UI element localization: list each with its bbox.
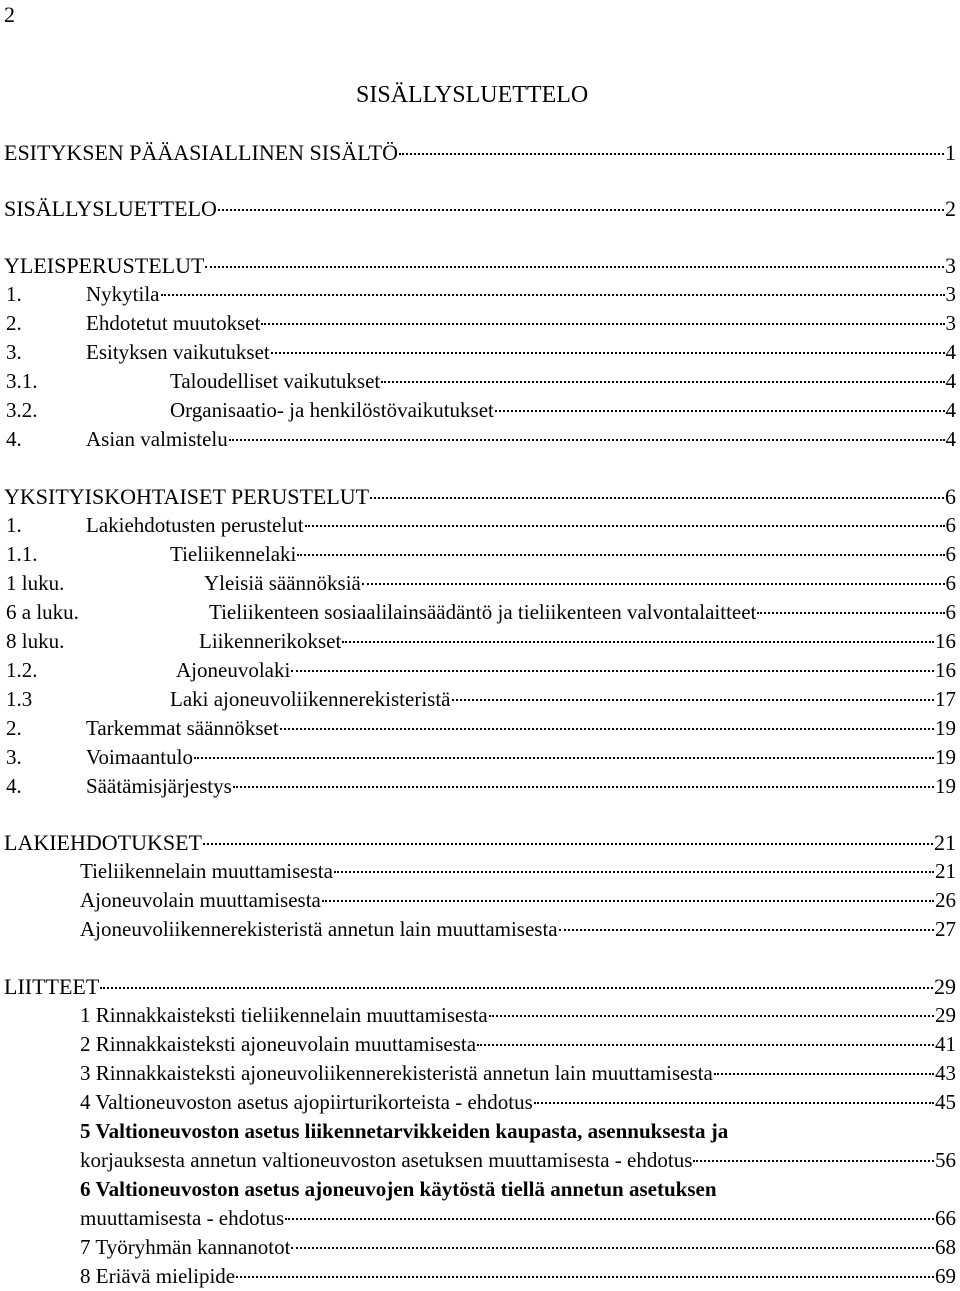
toc-entry-label: Tieliikennelain muuttamisesta (80, 859, 333, 883)
toc-entry[interactable] (4, 1262, 956, 1291)
dot-leader (495, 410, 945, 412)
toc-entry-label: Lakiehdotusten perustelut (86, 513, 304, 537)
toc-entry-label: Ajoneuvolain muuttamisesta (80, 888, 321, 912)
dot-leader (297, 554, 944, 556)
toc-entry-page: 4 (945, 340, 956, 364)
toc-entry-page: 56 (935, 1148, 956, 1172)
toc-entry-number: 1.2. (6, 658, 38, 682)
toc-entry[interactable] (4, 772, 956, 801)
toc-entry[interactable] (4, 1088, 956, 1117)
toc-entry[interactable] (4, 425, 956, 454)
toc-entry[interactable] (4, 1001, 956, 1030)
toc-entry-label: korjauksesta annetun valtioneuvoston asetuksen muuttamisesta - ehdotus (80, 1148, 693, 1172)
dot-leader (757, 612, 944, 614)
page-number: 2 (4, 2, 15, 27)
toc-entry[interactable] (4, 743, 956, 772)
toc-entry-page: 29 (934, 974, 956, 999)
toc-entry-label: Tieliikennelaki (170, 542, 297, 566)
dot-leader (233, 786, 934, 788)
toc-entry[interactable] (4, 367, 956, 396)
toc-entry-page: 41 (935, 1032, 956, 1056)
dot-leader (280, 728, 934, 730)
toc-entry[interactable] (4, 309, 956, 338)
toc-entry-number: 3.1. (6, 369, 38, 393)
toc-entry-page: 16 (935, 658, 956, 682)
dot-leader (559, 929, 934, 931)
toc-entry[interactable] (4, 1204, 956, 1233)
toc-entry-label: 1 Rinnakkaisteksti tieliikennelain muuttamisesta (80, 1003, 488, 1027)
toc-entry-number: 1.3 (6, 687, 33, 711)
toc-entry-page: 66 (935, 1206, 956, 1230)
toc-entry-label: Tieliikenteen sosiaalilainsäädäntö ja tieliikenteen valvontalaitteet (209, 600, 757, 624)
toc-entry[interactable] (4, 714, 956, 743)
toc-entry-label: 8 Eriävä mielipide (80, 1264, 236, 1288)
toc-entry-page: 19 (935, 774, 956, 798)
toc-entry-page: 6 (945, 542, 956, 566)
toc-entry-label: 7 Työryhmän kannanotot (80, 1235, 291, 1259)
toc-entry-label-line1[interactable]: 5 Valtioneuvoston asetus liikennetarvikkeiden kaupasta, asennuksesta ja (80, 1119, 729, 1143)
toc-entry[interactable] (4, 886, 956, 915)
dot-leader (693, 1160, 934, 1162)
toc-entry-label: Ehdotetut muutokset (86, 311, 261, 335)
toc-entry-label: Taloudelliset vaikutukset (170, 369, 381, 393)
dot-leader (452, 699, 935, 701)
toc-entry-number: 2. (6, 311, 22, 335)
dot-leader (236, 1276, 934, 1278)
dot-leader (489, 1015, 934, 1017)
dot-leader (370, 497, 944, 499)
toc-entry[interactable] (4, 511, 956, 540)
dot-leader (534, 1102, 934, 1104)
toc-entry-number: 1. (6, 282, 22, 306)
toc-entry-label: Säätämisjärjestys (86, 774, 232, 798)
toc-entry-page: 3 (945, 253, 956, 278)
toc-entry[interactable] (4, 656, 956, 685)
toc-entry-page: 3 (945, 282, 956, 306)
dot-leader (305, 525, 945, 527)
toc-entry-number: 2. (6, 716, 22, 740)
toc-entry-page: 16 (935, 629, 956, 653)
toc-entry[interactable] (4, 396, 956, 425)
toc-entry[interactable] (4, 627, 956, 656)
toc-entry-page: 6 (945, 513, 956, 537)
dot-leader (291, 1247, 934, 1249)
toc-entry-label: Liikennerikokset (199, 629, 342, 653)
toc-entry-label: LIITTEET (4, 974, 100, 999)
dot-leader (334, 871, 934, 873)
toc-entry-page: 21 (935, 859, 956, 883)
toc-entry-page: 2 (945, 196, 956, 221)
toc-entry[interactable] (4, 1146, 956, 1175)
toc-entry-label: Ajoneuvolaki (176, 658, 291, 682)
toc-entry-label: muuttamisesta - ehdotus (80, 1206, 285, 1230)
toc-entry[interactable] (4, 280, 956, 309)
toc-entry-number: 4. (6, 774, 22, 798)
toc-entry[interactable] (4, 915, 956, 944)
toc-entry-page: 19 (935, 716, 956, 740)
toc-entry-page: 29 (935, 1003, 956, 1027)
toc-entry[interactable] (4, 598, 956, 627)
toc-entry-label: Ajoneuvoliikennerekisteristä annetun lain muuttamisesta (80, 917, 558, 941)
toc-entry[interactable] (4, 1030, 956, 1059)
toc-entry-number: 8 luku. (6, 629, 65, 653)
toc-entry-label: 2 Rinnakkaisteksti ajoneuvolain muuttamisesta (80, 1032, 477, 1056)
dot-leader (271, 352, 945, 354)
toc-entry-page: 6 (945, 571, 956, 595)
toc-entry[interactable] (4, 482, 956, 511)
toc-entry-label: Tarkemmat säännökset (86, 716, 279, 740)
toc-entry-label: SISÄLLYSLUETTELO (4, 196, 217, 221)
toc-entry-page: 26 (935, 888, 956, 912)
dot-leader (362, 583, 945, 585)
toc-entry-number: 4. (6, 427, 22, 451)
toc-entry-page: 4 (945, 427, 956, 451)
toc-entry-label: Yleisiä säännöksiä (204, 571, 361, 595)
toc-entry-page: 1 (945, 140, 956, 165)
toc-entry[interactable] (4, 1233, 956, 1262)
dot-leader (381, 381, 944, 383)
dot-leader (714, 1073, 934, 1075)
dot-leader (322, 900, 934, 902)
toc-entry[interactable] (4, 828, 956, 857)
toc-entry-label-line1[interactable]: 6 Valtioneuvoston asetus ajoneuvojen käytöstä tiellä annetun asetuksen (80, 1177, 717, 1201)
dot-leader (205, 266, 944, 268)
toc-entry-page: 4 (945, 369, 956, 393)
dot-leader (161, 294, 945, 296)
toc-entry[interactable] (4, 857, 956, 886)
toc-entry[interactable] (4, 540, 956, 569)
toc-entry-label: 4 Valtioneuvoston asetus ajopiirturikorteista - ehdotus (80, 1090, 533, 1114)
toc-entry-label: Laki ajoneuvoliikennerekisteristä (170, 687, 451, 711)
toc-entry[interactable] (4, 1059, 956, 1088)
toc-entry[interactable] (4, 972, 956, 1001)
toc-entry-number: 1 luku. (6, 571, 65, 595)
toc-entry-label: ESITYKSEN PÄÄASIALLINEN SISÄLTÖ (4, 140, 398, 165)
toc-entry-label: Esityksen vaikutukset (86, 340, 270, 364)
toc-entry[interactable] (4, 251, 956, 280)
toc-entry-page: 45 (935, 1090, 956, 1114)
dot-leader (342, 641, 934, 643)
dot-leader (399, 153, 944, 155)
toc-entry-page: 17 (935, 687, 956, 711)
toc-entry[interactable] (4, 569, 956, 598)
toc-entry-label: 3 Rinnakkaisteksti ajoneuvoliikennerekisteristä annetun lain muuttamisesta (80, 1061, 713, 1085)
toc-entry[interactable] (4, 685, 956, 714)
dot-leader (477, 1044, 934, 1046)
toc-entry[interactable] (4, 194, 956, 223)
toc-entry-label: YLEISPERUSTELUT (4, 253, 205, 278)
toc-entry-label: LAKIEHDOTUKSET (4, 830, 202, 855)
toc-entry-number: 1.1. (6, 542, 38, 566)
toc-entry-number: 3.2. (6, 398, 38, 422)
dot-leader (261, 323, 944, 325)
toc-entry-page: 3 (945, 311, 956, 335)
toc-entry-page: 4 (945, 398, 956, 422)
toc-entry-label: Organisaatio- ja henkilöstövaikutukset (170, 398, 494, 422)
toc-entry-label: Nykytila (86, 282, 160, 306)
toc-entry-page: 19 (935, 745, 956, 769)
toc-entry-page: 6 (945, 600, 956, 624)
toc-entry-number: 3. (6, 745, 22, 769)
toc-entry-label: YKSITYISKOHTAISET PERUSTELUT (4, 484, 370, 509)
toc-entry[interactable] (4, 338, 956, 367)
toc-entry-label: Voimaantulo (86, 745, 193, 769)
toc-entry-page: 6 (945, 484, 956, 509)
toc-entry-page: 21 (934, 830, 956, 855)
dot-leader (203, 843, 933, 845)
dot-leader (218, 209, 944, 211)
toc-entry-number: 3. (6, 340, 22, 364)
dot-leader (100, 987, 933, 989)
toc-entry-label: Asian valmistelu (86, 427, 228, 451)
toc-entry-page: 69 (935, 1264, 956, 1288)
toc-entry-page: 43 (935, 1061, 956, 1085)
toc-entry-page: 27 (935, 917, 956, 941)
toc-title: SISÄLLYSLUETTELO (356, 82, 589, 108)
toc-entry-page: 68 (935, 1235, 956, 1259)
dot-leader (285, 1218, 934, 1220)
dot-leader (229, 439, 945, 441)
dot-leader (194, 757, 934, 759)
toc-entry[interactable] (4, 138, 956, 167)
toc-entry-number: 6 a luku. (6, 600, 79, 624)
toc-entry-number: 1. (6, 513, 22, 537)
dot-leader (291, 670, 934, 672)
